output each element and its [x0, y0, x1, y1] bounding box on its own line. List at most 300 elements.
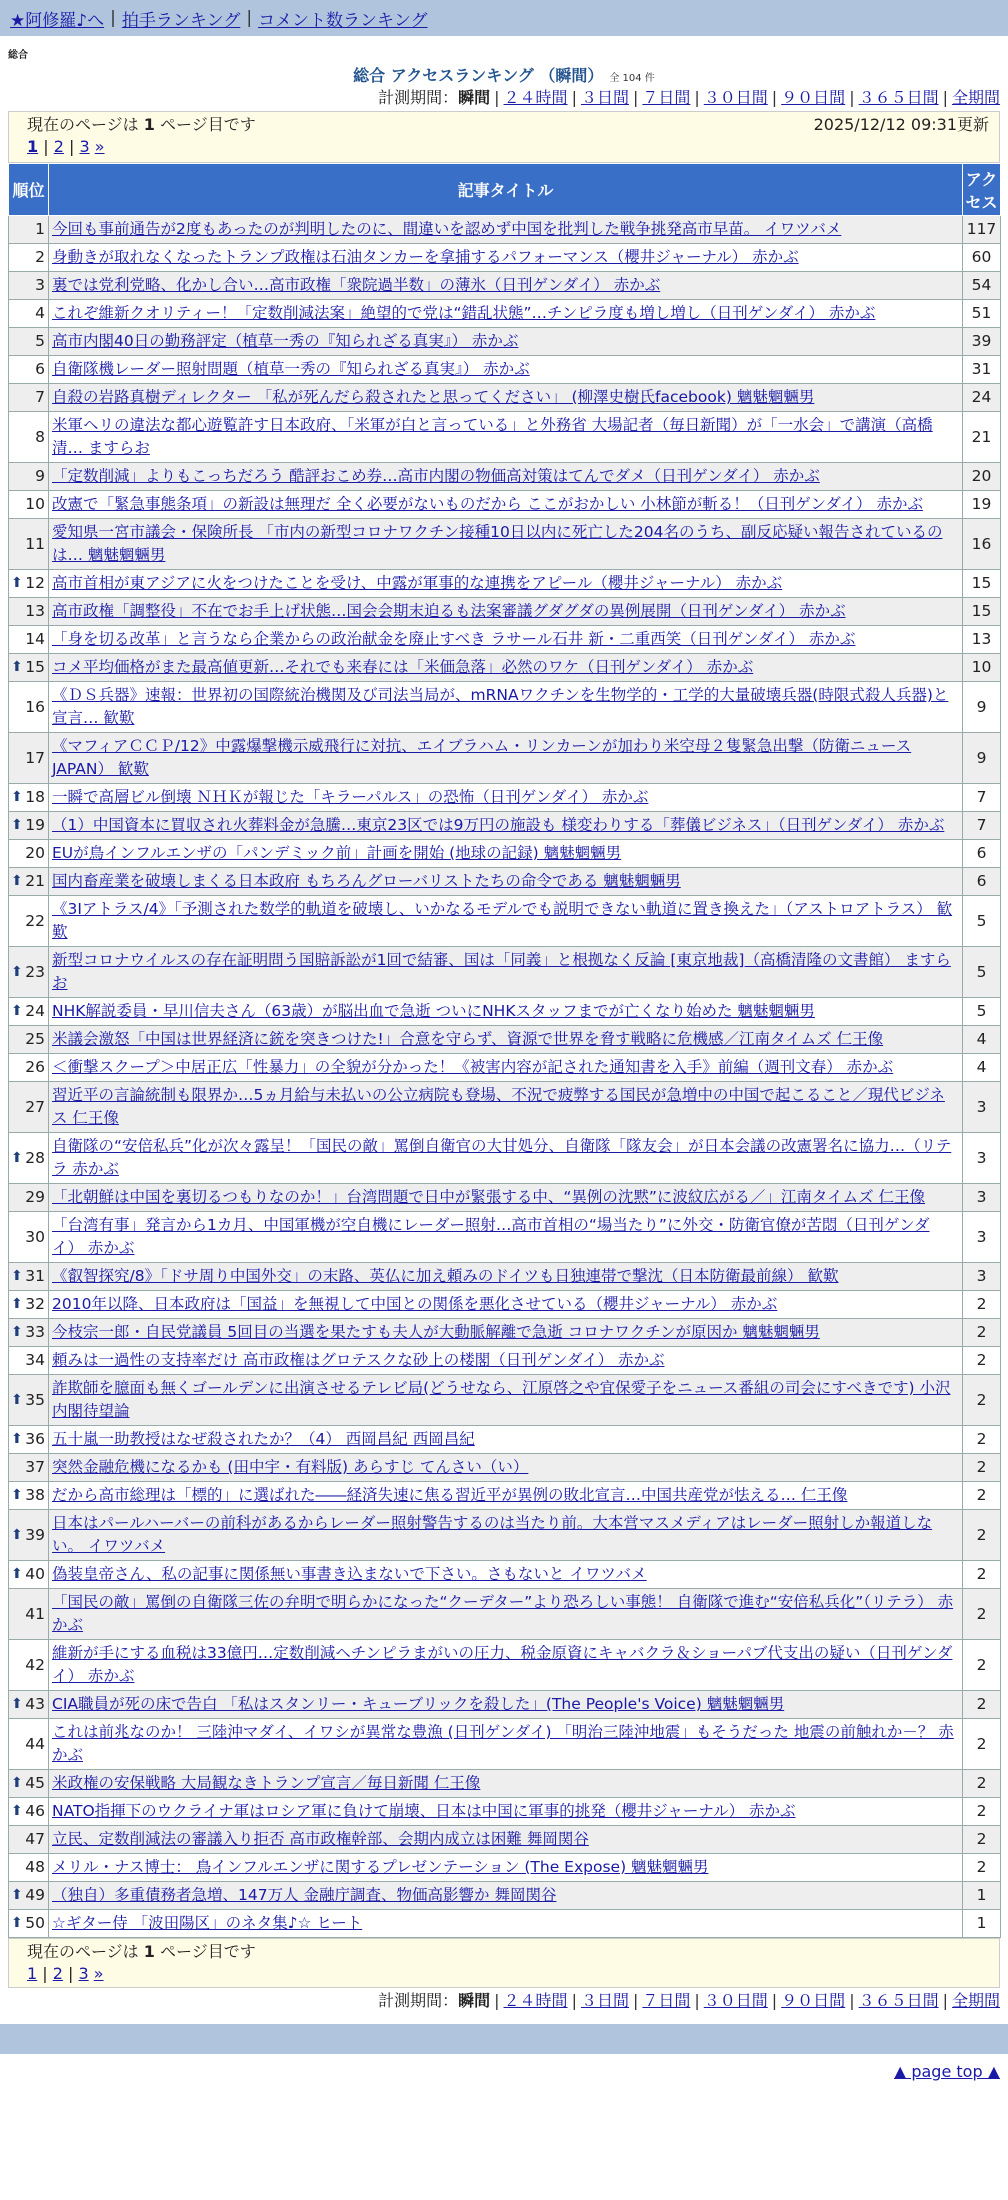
period-separator: |: [771, 88, 778, 107]
rank-cell: [9, 733, 49, 784]
rank-cell: [9, 1640, 49, 1691]
table-row: [9, 947, 1001, 998]
rank-cell: [9, 1184, 49, 1212]
access-count: 24: [963, 384, 1001, 412]
article-title-link[interactable]: 《叡智探究/8》「ドサ周り中国外交」の末路、英仏に加え頼みのドイツも日独連帯で撃沈（日本防衛最前線） 歓歎: [52, 1267, 839, 1285]
article-title-link[interactable]: 習近平の言論統制も限界か…5ヵ月給与未払いの公立病院も登場、不況で疲弊する国民が急増中の中国で起こること／現代ビジネス 仁王像: [52, 1086, 945, 1127]
period-link-6[interactable]: 全期間: [951, 1991, 1000, 2010]
title-cell: [49, 491, 963, 519]
table-row: [9, 1375, 1001, 1426]
article-title-link[interactable]: 米議会激怒「中国は世界経済に銃を突きつけた!」合意を守らず、資源で世界を脅す戦略に危機感／江南タイムズ 仁王像: [52, 1030, 884, 1048]
table-row: [9, 1691, 1001, 1719]
article-title-link[interactable]: 維新が手にする血税は33億円…定数削減ヘチンピラまがいの圧力、税金原資にキャバクラ＆ショーパブ代支出の疑い（日刊ゲンダイ） 赤かぶ: [52, 1644, 953, 1685]
rank-cell: [9, 1691, 49, 1719]
table-row: [9, 519, 1001, 570]
article-title-link[interactable]: 米政権の安保戦略 大局観なきトランプ宣言／毎日新聞 仁王像: [52, 1774, 481, 1792]
title-cell: [49, 1426, 963, 1454]
title-cell: [49, 1640, 963, 1691]
rank-cell: [9, 598, 49, 626]
next-page-link[interactable]: »: [94, 137, 105, 156]
page-separator: |: [38, 137, 54, 156]
article-title-link[interactable]: 高市首相が東アジアに火をつけたことを受け、中露が軍事的な連携をアピール（櫻井ジャーナル） 赤かぶ: [52, 574, 783, 592]
page-separator: |: [62, 1964, 79, 1983]
bottom-bar: [0, 2024, 1008, 2054]
title-cell: [49, 570, 963, 598]
table-row: [9, 356, 1001, 384]
title-cell: [49, 1854, 963, 1882]
access-count: 2: [963, 1319, 1001, 1347]
article-title-link[interactable]: ☆ギター侍 「波田陽区」のネタ集♪☆ ヒート: [52, 1914, 363, 1932]
table-row: [9, 1054, 1001, 1082]
access-count: 5: [963, 896, 1001, 947]
article-title-link[interactable]: 《マフィアＣＣＰ/12》中露爆撃機示威飛行に対抗、エイブラハム・リンカーンが加わり米空母２隻緊急出撃（防衛ニュースJAPAN） 歓歎: [52, 737, 912, 778]
rank-cell: [9, 384, 49, 412]
access-count: 15: [963, 598, 1001, 626]
article-title-link[interactable]: 一瞬で高層ビル倒壊 ＮＨＫが報じた「キラーパルス」の恐怖（日刊ゲンダイ） 赤かぶ: [52, 788, 649, 806]
title-cell: [49, 1561, 963, 1589]
period-current: 瞬間: [458, 88, 491, 107]
pagination-top: [8, 111, 1000, 163]
rank-cell: [9, 1319, 49, 1347]
rank-number: 47: [25, 1830, 45, 1848]
rank-cell: [9, 519, 49, 570]
article-title-link[interactable]: 「定数削減」よりもこっちだろう 酷評おこめ券…高市内閣の物価高対策はてんでダメ（日刊ゲンダイ） 赤かぶ: [52, 467, 820, 485]
rank-number: 45: [25, 1774, 45, 1792]
title-cell: [49, 519, 963, 570]
period-link-5[interactable]: ３６５日間: [858, 88, 939, 107]
table-row: [9, 1798, 1001, 1826]
period-link-1[interactable]: ３日間: [580, 1991, 629, 2010]
article-title-link[interactable]: 《ＤＳ兵器》速報：世界初の国際統治機関及び司法当局が、mRNAワクチンを生物学的・工学的大量破壊兵器(時限式殺人兵器)と宣言… 歓歎: [52, 686, 949, 727]
article-title-link[interactable]: 高市政権「調整役」不在でお手上げ状態…国会会期末迫るも法案審議グダグダの異例展開（日刊ゲンダイ） 赤かぶ: [52, 602, 846, 620]
applause-ranking-link[interactable]: 拍手ランキング: [121, 10, 241, 31]
rank-number: 25: [25, 1030, 45, 1048]
access-count: 6: [963, 840, 1001, 868]
top-nav-bar: [0, 0, 1008, 36]
article-title-link[interactable]: NATO指揮下のウクライナ軍はロシア軍に負けて崩壊、日本は中国に軍事的挑発（櫻井ジャーナル） 赤かぶ: [52, 1802, 796, 1820]
table-row: [9, 463, 1001, 491]
period-label: 計測期間：: [378, 1991, 459, 2010]
rank-cell: [9, 896, 49, 947]
rank-cell: [9, 463, 49, 491]
article-title-link[interactable]: 日本はパールハーバーの前科があるからレーダー照射警告するのは当たり前。大本営マスメディアはレーダー照射しか報道しない。 イワツバメ: [52, 1514, 933, 1555]
page-link-3[interactable]: 3: [78, 1964, 89, 1983]
access-count: 51: [963, 300, 1001, 328]
period-link-3[interactable]: ３０日間: [703, 1991, 768, 2010]
access-count: 19: [963, 491, 1001, 519]
access-count: 1: [963, 1910, 1001, 1938]
ranking-title: 総合 アクセスランキング （瞬間）: [353, 66, 604, 85]
rank-number: 48: [25, 1858, 45, 1876]
title-cell: [49, 1319, 963, 1347]
rank-up-icon: ⬆: [11, 1915, 23, 1931]
period-separator: |: [694, 1991, 700, 2010]
title-cell: [49, 1133, 963, 1184]
table-row: [9, 1319, 1001, 1347]
table-row: [9, 1910, 1001, 1938]
access-count: 2: [963, 1291, 1001, 1319]
table-row: [9, 1510, 1001, 1561]
rank-cell: [9, 272, 49, 300]
rank-up-icon: ⬆: [11, 1391, 23, 1408]
article-title-link[interactable]: 国内畜産業を破壊しまくる日本政府 もちろんグローバリストたちの命令である 魑魅魍魎男: [52, 872, 681, 890]
article-title-link[interactable]: 《3Iアトラス/4》「予測された数学的軌道を破壊し、いかなるモデルでも説明できない軌道に置き換えた」（アストロアトラス） 歓歎: [52, 900, 953, 941]
access-count: 2: [963, 1589, 1001, 1640]
title-cell: [49, 384, 963, 412]
rank-number: 10: [25, 495, 45, 513]
rank-number: 34: [25, 1351, 45, 1369]
article-title-link[interactable]: EUが鳥インフルエンザの「パンデミック前」計画を開始 (地球の記録) 魑魅魍魎男: [52, 844, 622, 862]
rank-cell: [9, 1291, 49, 1319]
title-cell: [49, 784, 963, 812]
article-title-link[interactable]: これは前兆なのか！ 三陸沖マダイ、イワシが異常な豊漁 (日刊ゲンダイ) 「明治三陸沖地震」もそうだった 地震の前触れか－？ 赤かぶ: [52, 1723, 954, 1764]
title-cell: [49, 1054, 963, 1082]
title-cell: [49, 1375, 963, 1426]
title-header: 記事タイトル: [49, 164, 963, 216]
rank-cell: [9, 1375, 49, 1426]
rank-up-icon: ⬆: [11, 963, 23, 980]
rank-number: 38: [25, 1486, 45, 1504]
article-title-link[interactable]: 自衛隊機レーダー照射問題（植草一秀の『知られざる真実』） 赤かぶ: [52, 360, 530, 378]
period-link-3[interactable]: ３０日間: [703, 88, 768, 107]
article-title-link[interactable]: （1）中国資本に買収され火葬料金が急騰…東京23区では9万円の施設も 様変わりする「葬儀ビジネス」（日刊ゲンダイ） 赤かぶ: [52, 816, 945, 834]
title-cell: [49, 626, 963, 654]
page-separator: |: [63, 137, 80, 156]
article-title-link[interactable]: 「北朝鮮は中国を裏切るつもりなのか！」台湾問題で日中が緊張する中、“異例の沈黙”に波紋広がる／」江南タイムズ 仁王像: [52, 1188, 926, 1206]
table-row: [9, 1640, 1001, 1691]
article-title-link[interactable]: 今枝宗一郎・自民党議員 5回目の当選を果たすも夫人が大動脈解離で急逝 コロナワクチンが原因か 魑魅魍魎男: [52, 1323, 820, 1341]
table-row: [9, 491, 1001, 519]
rank-number: 36: [25, 1430, 45, 1448]
period-link-4[interactable]: ９０日間: [781, 1991, 846, 2010]
period-link-4[interactable]: ９０日間: [781, 88, 846, 107]
rank-cell: [9, 682, 49, 733]
rank-up-icon: ⬆: [11, 1566, 23, 1582]
rank-cell: [9, 491, 49, 519]
access-count: 2: [963, 1482, 1001, 1510]
rank-cell: [9, 1454, 49, 1482]
title-cell: [49, 328, 963, 356]
table-row: [9, 216, 1001, 244]
rank-cell: [9, 812, 49, 840]
rank-up-icon: ⬆: [11, 575, 23, 591]
page-link-2[interactable]: 2: [52, 1964, 63, 1983]
table-row: [9, 1263, 1001, 1291]
rank-cell: [9, 328, 49, 356]
title-cell: [49, 244, 963, 272]
rank-number: 29: [25, 1188, 45, 1206]
rank-number: 14: [25, 630, 45, 648]
title-cell: [49, 1291, 963, 1319]
article-title-link[interactable]: だから高市総理は「標的」に選ばれた――経済失速に焦る習近平が異例の敗北宣言…中国共産党が怯える… 仁王像: [52, 1486, 848, 1504]
table-row: [9, 412, 1001, 463]
rank-cell: [9, 1826, 49, 1854]
article-title-link[interactable]: NHK解説委員・早川信夫さん（63歳）が脳出血で急逝 ついにNHKスタッフまでが亡くなり始めた 魑魅魍魎男: [52, 1002, 815, 1020]
article-title-link[interactable]: 頼みは一過性の支持率だけ 高市政権はグロテスクな砂上の楼閣（日刊ゲンダイ） 赤かぶ: [52, 1351, 665, 1369]
rank-up-icon: ⬆: [11, 659, 23, 675]
rank-cell: [9, 1482, 49, 1510]
title-cell: [49, 1212, 963, 1263]
period-link-1[interactable]: ３日間: [580, 88, 629, 107]
period-separator: |: [942, 1991, 948, 2010]
comment-ranking-link[interactable]: コメント数ランキング: [258, 10, 428, 31]
access-count: 2: [963, 1798, 1001, 1826]
updated-timestamp: 2025/12/12 09:31更新: [813, 115, 989, 134]
rank-cell: [9, 356, 49, 384]
rank-cell: [9, 1347, 49, 1375]
table-row: [9, 998, 1001, 1026]
access-count: 3: [963, 1184, 1001, 1212]
rank-cell: [9, 1561, 49, 1589]
rank-cell: [9, 654, 49, 682]
rank-number: 16: [25, 697, 45, 716]
rank-up-icon: ⬆: [11, 1526, 23, 1543]
article-title-link[interactable]: CIA職員が死の床で告白 「私はスタンリー・キューブリックを殺した」(The People's Voice) 魑魅魍魎男: [52, 1695, 785, 1713]
table-row: [9, 784, 1001, 812]
rank-cell: [9, 570, 49, 598]
table-row: [9, 244, 1001, 272]
article-title-link[interactable]: 新型コロナウイルスの存在証明問う国賠訴訟が1回で結審、国は「同義」と根拠なく反論 [東京地裁]（高橋清隆の文書館） ますらお: [52, 951, 951, 992]
rank-number: 39: [25, 1525, 45, 1544]
nav-separator: |: [246, 8, 253, 28]
rank-cell: [9, 216, 49, 244]
table-row: [9, 1561, 1001, 1589]
access-count: 3: [963, 1263, 1001, 1291]
rank-cell: [9, 868, 49, 896]
rank-number: 42: [25, 1655, 45, 1674]
table-row: [9, 1212, 1001, 1263]
table-row: [9, 570, 1001, 598]
access-count: 7: [963, 784, 1001, 812]
rank-up-icon: ⬆: [11, 1268, 23, 1284]
article-title-link[interactable]: 「国民の敵」罵倒の自衛隊三佐の弁明で明らかになった“クーデター”より恐ろしい事態！ 自衛隊で進む“安倍私兵化”（リテラ） 赤かぶ: [52, 1593, 954, 1634]
article-title-link[interactable]: メリル・ナス博士： 鳥インフルエンザに関するプレゼンテーション (The Expose) 魑魅魍魎男: [52, 1858, 709, 1876]
rank-cell: [9, 1026, 49, 1054]
title-cell: [49, 1263, 963, 1291]
page-top-link[interactable]: ▲ page top ▲: [893, 2062, 1000, 2081]
page-info-prefix: 現在のページは: [27, 1942, 139, 1961]
access-count: 2: [963, 1426, 1001, 1454]
period-link-2[interactable]: ７日間: [642, 88, 691, 107]
rank-number: 21: [25, 872, 45, 890]
period-separator: |: [849, 1991, 855, 2010]
rank-up-icon: ⬆: [11, 1296, 23, 1312]
page-link-1[interactable]: 1: [27, 137, 39, 156]
rank-cell: [9, 1054, 49, 1082]
access-count: 4: [963, 1026, 1001, 1054]
table-row: [9, 654, 1001, 682]
article-title-link[interactable]: 「台湾有事」発言から1カ月、中国軍機が空自機にレーダー照射…高市首相の“場当たり”に外交・防衛官僚が苦悶（日刊ゲンダイ） 赤かぶ: [52, 1216, 930, 1257]
title-cell: [49, 1347, 963, 1375]
title-cell: [49, 356, 963, 384]
rank-number: 46: [25, 1802, 45, 1820]
rank-number: 18: [25, 788, 45, 806]
title-cell: [49, 1770, 963, 1798]
page-link-1[interactable]: 1: [27, 1964, 38, 1983]
period-separator: |: [694, 88, 700, 107]
article-title-link[interactable]: （独自）多重債務者急増、147万人 金融庁調査、物価高影響か 舞岡関谷: [52, 1886, 557, 1904]
rank-cell: [9, 1263, 49, 1291]
article-title-link[interactable]: 詐欺師を臆面も無くゴールデンに出演させるテレビ局(どうせなら、江原啓之や宜保愛子をニュース番組の司会にすべきです) 小沢内閣待望論: [52, 1379, 951, 1420]
page-link-3[interactable]: 3: [79, 137, 90, 156]
table-row: [9, 598, 1001, 626]
table-row: [9, 300, 1001, 328]
article-title-link[interactable]: これぞ維新クオリティー！「定数削減法案」絶望的で党は“錯乱状態”…チンピラ度も増し増し（日刊ゲンダイ） 赤かぶ: [52, 304, 876, 322]
title-cell: [49, 896, 963, 947]
period-selector-top: [0, 85, 1008, 111]
rank-up-icon: ⬆: [11, 1487, 23, 1503]
table-row: [9, 626, 1001, 654]
rank-cell: [9, 1133, 49, 1184]
rank-cell: [9, 1212, 49, 1263]
rank-cell: [9, 1770, 49, 1798]
article-title-link[interactable]: 今回も事前通告が2度もあったのが判明したのに、間違いを認めず中国を批判した戦争挑発高市早苗。 イワツバメ: [52, 220, 842, 238]
title-cell: [49, 1798, 963, 1826]
period-link-0[interactable]: ２４時間: [503, 1991, 568, 2010]
rank-up-icon: ⬆: [11, 817, 23, 833]
table-row: [9, 682, 1001, 733]
article-title-link[interactable]: 自殺の岩路真樹ディレクター 「私が死んだら殺されたと思ってください」 (柳澤史樹氏facebook) 魑魅魍魎男: [52, 388, 815, 406]
table-row: [9, 1026, 1001, 1054]
rank-number: 40: [25, 1565, 45, 1583]
rank-up-icon: ⬆: [11, 1324, 23, 1340]
access-count: 3: [963, 1082, 1001, 1133]
article-title-link[interactable]: ＜衝撃スクープ＞中居正広「性暴力」の全貌が分かった！《被害内容が記された通知書を入手》前編（週刊文春） 赤かぶ: [52, 1058, 894, 1076]
rank-number: 12: [25, 574, 45, 592]
current-page-number: 1: [143, 1942, 155, 1961]
table-row: [9, 1291, 1001, 1319]
title-cell: [49, 412, 963, 463]
page-links: [27, 136, 989, 158]
period-link-0[interactable]: ２４時間: [503, 88, 568, 107]
title-cell: [49, 598, 963, 626]
period-separator: |: [942, 88, 948, 107]
article-title-link[interactable]: コメ平均価格がまた最高値更新…それでも来春には「米価急落」必然のワケ（日刊ゲンダイ） 赤かぶ: [52, 658, 754, 676]
title-cell: [49, 216, 963, 244]
rank-cell: [9, 1082, 49, 1133]
home-link[interactable]: ★阿修羅♪へ: [10, 10, 105, 31]
period-label: 計測期間：: [378, 88, 459, 107]
access-count: 4: [963, 1054, 1001, 1082]
access-count: 16: [963, 519, 1001, 570]
rank-number: 35: [25, 1390, 45, 1409]
period-link-6[interactable]: 全期間: [951, 88, 1000, 107]
article-title-link[interactable]: 愛知県一宮市議会・保険所長 「市内の新型コロナワクチン接種10日以内に死亡した204名のうち、副反応疑い報告されているのは… 魑魅魍魎男: [52, 523, 943, 564]
title-cell: [49, 733, 963, 784]
period-link-2[interactable]: ７日間: [642, 1991, 691, 2010]
rank-up-icon: ⬆: [11, 1887, 23, 1903]
title-cell: [49, 654, 963, 682]
table-row: [9, 896, 1001, 947]
rank-cell: [9, 998, 49, 1026]
rank-up-icon: ⬆: [11, 873, 23, 889]
article-title-link[interactable]: 裏では党利党略、化かし合い…高市政権「衆院過半数」の薄氷（日刊ゲンダイ） 赤かぶ: [52, 276, 661, 294]
rank-up-icon: ⬆: [11, 1431, 23, 1447]
rank-number: 26: [25, 1058, 45, 1076]
title-cell: [49, 812, 963, 840]
rank-number: 5: [35, 332, 45, 350]
table-row: [9, 812, 1001, 840]
next-page-link[interactable]: »: [93, 1964, 104, 1983]
title-cell: [49, 947, 963, 998]
access-count: 3: [963, 1212, 1001, 1263]
rank-up-icon: ⬆: [11, 1803, 23, 1819]
title-cell: [49, 1184, 963, 1212]
period-current: 瞬間: [458, 1991, 491, 2010]
access-count: 6: [963, 868, 1001, 896]
rank-header: 順位: [9, 164, 49, 216]
rank-cell: [9, 840, 49, 868]
page-info: [27, 114, 256, 136]
rank-number: 50: [25, 1914, 45, 1932]
page-info-suffix: ページ目です: [160, 115, 256, 134]
rank-cell: [9, 1854, 49, 1882]
access-count: 2: [963, 1826, 1001, 1854]
rank-cell: [9, 1798, 49, 1826]
article-title-link[interactable]: 改憲で「緊急事態条項」の新設は無理だ 全く必要がないものだから ここがおかしい 小林節が斬る！（日刊ゲンダイ） 赤かぶ: [52, 495, 923, 513]
rank-number: 11: [25, 534, 45, 553]
count-header: アクセス: [963, 164, 1001, 216]
table-row: [9, 328, 1001, 356]
access-count: 2: [963, 1770, 1001, 1798]
access-count: 9: [963, 682, 1001, 733]
page-link-2[interactable]: 2: [53, 137, 64, 156]
period-separator: |: [849, 88, 855, 107]
access-count: 2: [963, 1510, 1001, 1561]
article-title-link[interactable]: 立民、定数削減法の審議入り拒否 高市政権幹部、会期内成立は困難 舞岡関谷: [52, 1830, 589, 1848]
article-title-link[interactable]: 「身を切る改革」と言うなら企業からの政治献金を廃止すべき ラサール石井 新・二重西笑（日刊ゲンダイ） 赤かぶ: [52, 630, 856, 648]
table-row: [9, 272, 1001, 300]
period-separator: |: [494, 88, 500, 107]
access-count: 2: [963, 1854, 1001, 1882]
title-cell: [49, 300, 963, 328]
period-separator: |: [494, 1991, 500, 2010]
article-title-link[interactable]: 偽装皇帝さん、私の記事に関係無い事書き込まないで下さい。さもないと イワツバメ: [52, 1565, 647, 1583]
page-links: [27, 1963, 989, 1985]
rank-cell: [9, 1510, 49, 1561]
period-link-5[interactable]: ３６５日間: [858, 1991, 939, 2010]
article-title-link[interactable]: 2010年以降、日本政府は「国益」を無視して中国との関係を悪化させている（櫻井ジャーナル） 赤かぶ: [52, 1295, 778, 1313]
title-cell: [49, 1482, 963, 1510]
article-title-link[interactable]: 高市内閣40日の勤務評定（植草一秀の『知られざる真実』） 赤かぶ: [52, 332, 519, 350]
article-title-link[interactable]: 五十嵐一助教授はなぜ殺されたか？（4） 西岡昌紀 西岡昌紀: [52, 1430, 475, 1448]
rank-number: 20: [25, 844, 45, 862]
rank-up-icon: ⬆: [11, 789, 23, 805]
current-page-number: 1: [143, 115, 155, 134]
access-count: 31: [963, 356, 1001, 384]
article-title-link[interactable]: 自衛隊の“安倍私兵”化が次々露呈！「国民の敵」罵倒自衛官の大甘処分、自衛隊「隊友会」が日本会議の改憲署名に協力…（リテラ 赤かぶ: [52, 1137, 952, 1178]
rank-up-icon: ⬆: [11, 1003, 23, 1019]
rank-cell: [9, 1882, 49, 1910]
rank-number: 28: [25, 1148, 45, 1167]
table-row: [9, 868, 1001, 896]
title-cell: [49, 840, 963, 868]
rank-cell: [9, 244, 49, 272]
table-row: [9, 1454, 1001, 1482]
table-row: [9, 840, 1001, 868]
period-separator: |: [571, 1991, 577, 2010]
access-count: 2: [963, 1561, 1001, 1589]
article-title-link[interactable]: 米軍ヘリの違法な都心遊覧許す日本政府、「米軍が白と言っている」と外務省 大場記者（毎日新聞）が「一水会」で講演（高橋清… ますらお: [52, 416, 933, 457]
page-title: [0, 63, 1008, 85]
article-title-link[interactable]: 突然金融危機になるかも (田中宇・有料版) あらすじ てんさい（い）: [52, 1458, 529, 1476]
access-count: 5: [963, 947, 1001, 998]
rank-cell: [9, 1719, 49, 1770]
rank-number: 31: [25, 1267, 45, 1285]
page-info-prefix: 現在のページは: [27, 115, 139, 134]
access-count: 2: [963, 1691, 1001, 1719]
article-title-link[interactable]: 身動きが取れなくなったトランプ政権は石油タンカーを拿捕するパフォーマンス（櫻井ジャーナル） 赤かぶ: [52, 248, 799, 266]
